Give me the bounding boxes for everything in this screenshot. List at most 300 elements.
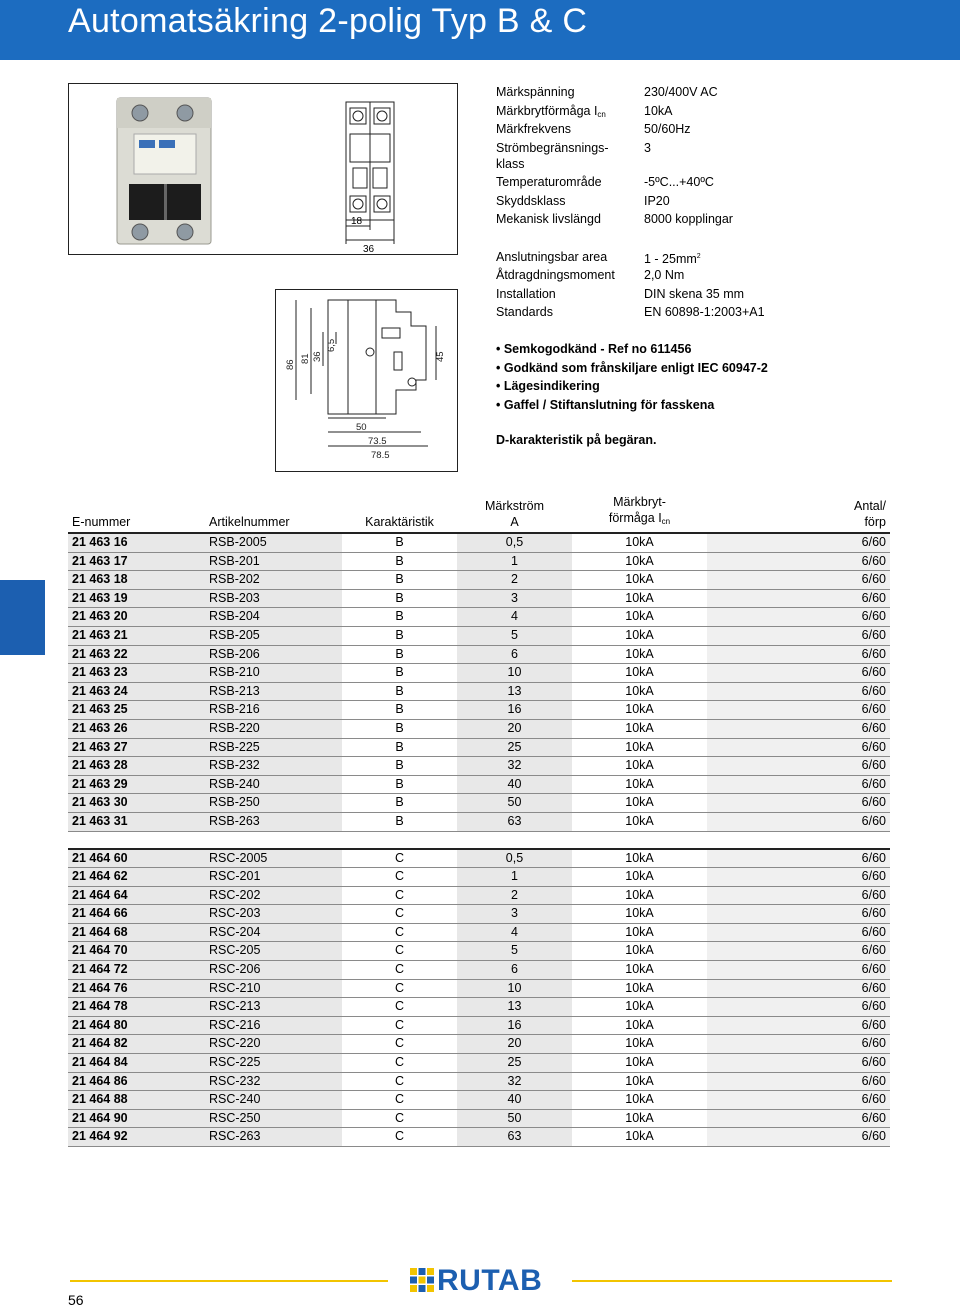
spec-label-area: Anslutningsbar area [496,249,608,264]
table-row [68,1091,890,1110]
cell-strom: 32 [457,757,572,776]
cell-karakt: B [342,552,457,571]
cell-enummer: 21 463 22 [68,645,205,664]
cell-enummer: 21 463 18 [68,571,205,590]
cell-karakt: B [342,701,457,720]
table-row [68,1054,890,1073]
dim-78-5: 78.5 [371,450,390,461]
cell-enummer: 21 463 31 [68,812,205,831]
cell-bryt: 10kA [572,905,707,924]
cell-strom: 5 [457,626,572,645]
cell-strom: 4 [457,608,572,627]
cell-enummer: 21 464 60 [68,849,205,868]
spec-value-standards: EN 60898-1:2003+A1 [644,305,765,320]
table-header-row [68,494,890,533]
cell-karakt: C [342,942,457,961]
cell-karakt: B [342,571,457,590]
cell-spacer [707,905,822,924]
cell-enummer: 21 464 76 [68,979,205,998]
cell-bryt: 10kA [572,979,707,998]
cell-enummer: 21 464 68 [68,923,205,942]
cell-artikel: RSB-250 [205,794,342,813]
spec-label-install: Installation [496,286,556,301]
cell-artikel: RSC-220 [205,1035,342,1054]
cell-karakt: C [342,1016,457,1035]
cell-strom: 5 [457,942,572,961]
table-row [68,645,890,664]
cell-enummer: 21 463 27 [68,738,205,757]
separator-cell [342,831,457,849]
cell-strom: 3 [457,589,572,608]
cell-spacer [707,719,822,738]
cell-antal: 6/60 [822,1072,890,1091]
table-row [68,682,890,701]
cell-artikel: RSB-213 [205,682,342,701]
cell-karakt: C [342,961,457,980]
cell-bryt: 10kA [572,961,707,980]
cell-karakt: C [342,1035,457,1054]
cell-antal: 6/60 [822,589,890,608]
spec-value-install: DIN skena 35 mm [644,286,745,301]
cell-enummer: 21 464 82 [68,1035,205,1054]
cell-artikel: RSB-232 [205,757,342,776]
cell-antal: 6/60 [822,979,890,998]
cell-bryt: 10kA [572,1035,707,1054]
dimension-drawing-box [275,289,458,472]
cell-antal: 6/60 [822,571,890,590]
cell-spacer [707,1128,822,1147]
table-row [68,905,890,924]
cell-spacer [707,682,822,701]
cell-bryt: 10kA [572,998,707,1017]
cell-spacer [707,998,822,1017]
table-row [68,868,890,887]
table-row [68,738,890,757]
cell-artikel: RSC-204 [205,923,342,942]
cell-enummer: 21 464 72 [68,961,205,980]
cell-karakt: B [342,682,457,701]
cell-strom: 63 [457,812,572,831]
feature-list [496,340,768,414]
cell-enummer: 21 464 86 [68,1072,205,1091]
cell-antal: 6/60 [822,794,890,813]
cell-antal: 6/60 [822,998,890,1017]
col-header-bryt: Märkbryt- förmåga $I_{cn}$ [572,494,707,533]
cell-spacer [707,794,822,813]
cell-antal: 6/60 [822,533,890,552]
table-row [68,1072,890,1091]
cell-artikel: RSC-250 [205,1109,342,1128]
specifications [496,83,796,323]
table-row [68,1109,890,1128]
cell-strom: 10 [457,979,572,998]
table-row [68,886,890,905]
cell-artikel: RSC-2005 [205,849,342,868]
cell-enummer: 21 463 21 [68,626,205,645]
cell-antal: 6/60 [822,1016,890,1035]
cell-antal: 6/60 [822,701,890,720]
page-title: Automatsäkring 2-polig Typ B & C [68,2,588,40]
cell-strom: 0,5 [457,849,572,868]
cell-strom: 16 [457,1016,572,1035]
cell-spacer [707,664,822,683]
table-row [68,1035,890,1054]
cell-enummer: 21 463 16 [68,533,205,552]
spec-value-skydd: IP20 [644,193,670,208]
cell-strom: 13 [457,682,572,701]
cell-spacer [707,868,822,887]
cell-strom: 40 [457,775,572,794]
dim-6-5: 6,5 [326,338,337,352]
cell-karakt: C [342,868,457,887]
cell-spacer [707,1035,822,1054]
cell-antal: 6/60 [822,682,890,701]
spec-label-strombegr-2: klass [496,157,525,171]
cell-bryt: 10kA [572,1016,707,1035]
table-row [68,571,890,590]
cell-antal: 6/60 [822,1091,890,1110]
cell-antal: 6/60 [822,1035,890,1054]
cell-strom: 20 [457,719,572,738]
cell-spacer [707,608,822,627]
cell-artikel: RSB-216 [205,701,342,720]
cell-karakt: B [342,794,457,813]
cell-enummer: 21 464 66 [68,905,205,924]
cell-artikel: RSB-210 [205,664,342,683]
cell-artikel: RSC-240 [205,1091,342,1110]
cell-bryt: 10kA [572,682,707,701]
spec-label-strombegr-1: Strömbegränsnings- [496,140,609,155]
cell-artikel: RSC-263 [205,1128,342,1147]
cell-karakt: C [342,1072,457,1091]
cell-bryt: 10kA [572,794,707,813]
dim-50: 50 [356,422,367,433]
cell-enummer: 21 464 78 [68,998,205,1017]
spec-value-livslangd: 8000 kopplingar [644,212,733,227]
cell-spacer [707,923,822,942]
cell-enummer: 21 464 64 [68,886,205,905]
cell-karakt: C [342,923,457,942]
table-row [68,923,890,942]
separator-cell [572,831,707,849]
cell-strom: 2 [457,886,572,905]
cell-enummer: 21 464 88 [68,1091,205,1110]
cell-bryt: 10kA [572,626,707,645]
cell-karakt: C [342,1054,457,1073]
cell-artikel: RSB-203 [205,589,342,608]
cell-strom: 2 [457,571,572,590]
table-row [68,775,890,794]
cell-karakt: C [342,998,457,1017]
d-characteristic-note: D-karakteristik på begäran. [496,433,657,447]
product-image-box [68,83,458,255]
feature-item: • Gaffel / Stiftanslutning för fasskena [496,397,715,412]
cell-antal: 6/60 [822,905,890,924]
cell-spacer [707,589,822,608]
cell-antal: 6/60 [822,626,890,645]
cell-artikel: RSB-220 [205,719,342,738]
separator-cell [707,831,822,849]
cell-artikel: RSC-232 [205,1072,342,1091]
spec-value-brytformaga: 10kA [644,103,673,118]
cell-enummer: 21 463 29 [68,775,205,794]
cell-karakt: B [342,719,457,738]
brand-name: RUTAB [437,1264,543,1297]
cell-karakt: C [342,849,457,868]
cell-artikel: RSB-202 [205,571,342,590]
cell-karakt: B [342,645,457,664]
cell-antal: 6/60 [822,719,890,738]
cell-bryt: 10kA [572,571,707,590]
cell-bryt: 10kA [572,608,707,627]
separator-cell [457,831,572,849]
cell-strom: 50 [457,1109,572,1128]
table-row [68,961,890,980]
feature-item: • Godkänd som frånskiljare enligt IEC 60947-2 [496,360,768,375]
cell-bryt: 10kA [572,738,707,757]
cell-strom: 20 [457,1035,572,1054]
dim-36: 36 [363,244,375,254]
front-dimension-drawing [331,94,441,254]
cell-spacer [707,626,822,645]
cell-enummer: 21 464 62 [68,868,205,887]
cell-bryt: 10kA [572,589,707,608]
breaker-photo [109,96,219,246]
cell-antal: 6/60 [822,664,890,683]
cell-antal: 6/60 [822,1128,890,1147]
cell-strom: 25 [457,1054,572,1073]
dim-81: 81 [300,353,311,364]
col-header-strom: Märkström A [457,494,572,533]
cell-artikel: RSB-201 [205,552,342,571]
cell-karakt: C [342,1091,457,1110]
cell-bryt: 10kA [572,923,707,942]
cell-antal: 6/60 [822,775,890,794]
cell-spacer [707,849,822,868]
cell-bryt: 10kA [572,701,707,720]
spec-value-area: $1 - 25mm^2$ [644,251,701,266]
cell-spacer [707,738,822,757]
cell-artikel: RSC-213 [205,998,342,1017]
cell-spacer [707,552,822,571]
cell-enummer: 21 464 70 [68,942,205,961]
table-row [68,719,890,738]
product-table-body [68,533,890,1147]
cell-spacer [707,757,822,776]
cell-spacer [707,701,822,720]
col-header-antal: Antal/ förp [822,494,890,533]
cell-karakt: C [342,1128,457,1147]
cell-karakt: C [342,979,457,998]
cell-spacer [707,942,822,961]
spec-label-frekvens: Märkfrekvens [496,122,572,137]
cell-antal: 6/60 [822,942,890,961]
cell-antal: 6/60 [822,923,890,942]
col-header-spacer [707,494,822,533]
cell-enummer: 21 463 17 [68,552,205,571]
cell-artikel: RSC-216 [205,1016,342,1035]
rutab-logo-icon [410,1268,434,1292]
dim-36b: 36 [312,351,323,362]
cell-karakt: B [342,608,457,627]
cell-strom: 16 [457,701,572,720]
cell-spacer [707,979,822,998]
cell-spacer [707,961,822,980]
cell-bryt: 10kA [572,552,707,571]
page-number: 56 [68,1292,84,1308]
cell-antal: 6/60 [822,738,890,757]
cell-spacer [707,886,822,905]
cell-karakt: B [342,533,457,552]
cell-antal: 6/60 [822,1054,890,1073]
cell-artikel: RSB-263 [205,812,342,831]
cell-artikel: RSC-203 [205,905,342,924]
separator-cell [68,831,205,849]
cell-antal: 6/60 [822,757,890,776]
spec-label-temp: Temperaturområde [496,175,602,189]
cell-bryt: 10kA [572,868,707,887]
cell-bryt: 10kA [572,719,707,738]
cell-enummer: 21 463 19 [68,589,205,608]
cell-enummer: 21 463 28 [68,757,205,776]
cell-karakt: B [342,775,457,794]
cell-spacer [707,533,822,552]
cell-bryt: 10kA [572,645,707,664]
table-row [68,812,890,831]
table-row [68,626,890,645]
spec-label-livslangd: Mekanisk livslängd [496,212,601,227]
cell-enummer: 21 464 84 [68,1054,205,1073]
table-row [68,757,890,776]
cell-artikel: RSC-206 [205,961,342,980]
cell-antal: 6/60 [822,868,890,887]
cell-strom: 50 [457,794,572,813]
cell-karakt: C [342,1109,457,1128]
cell-spacer [707,1091,822,1110]
cell-bryt: 10kA [572,533,707,552]
footer-line-right [572,1280,892,1282]
section-tab [0,580,45,655]
cell-artikel: RSB-206 [205,645,342,664]
footer-line-left [70,1280,388,1282]
cell-antal: 6/60 [822,645,890,664]
table-row [68,664,890,683]
cell-bryt: 10kA [572,849,707,868]
cell-strom: 0,5 [457,533,572,552]
table-row [68,849,890,868]
cell-bryt: 10kA [572,1128,707,1147]
cell-strom: 1 [457,552,572,571]
cell-karakt: B [342,812,457,831]
cell-karakt: C [342,905,457,924]
cell-bryt: 10kA [572,1054,707,1073]
product-table [68,494,890,1147]
page-header [0,0,960,60]
cell-strom: 13 [457,998,572,1017]
cell-enummer: 21 464 90 [68,1109,205,1128]
dim-18: 18 [351,216,363,227]
cell-karakt: B [342,589,457,608]
cell-spacer [707,1054,822,1073]
cell-spacer [707,1072,822,1091]
cell-karakt: B [342,626,457,645]
cell-antal: 6/60 [822,1109,890,1128]
cell-enummer: 21 463 26 [68,719,205,738]
spec-label-standards: Standards [496,305,553,320]
cell-artikel: RSB-2005 [205,533,342,552]
cell-bryt: 10kA [572,1072,707,1091]
spec-value-moment: 2,0 Nm [644,268,685,283]
cell-artikel: RSC-202 [205,886,342,905]
cell-spacer [707,571,822,590]
dim-45: 45 [435,351,446,362]
cell-karakt: C [342,886,457,905]
cell-bryt: 10kA [572,757,707,776]
cell-bryt: 10kA [572,1109,707,1128]
table-row [68,794,890,813]
dim-73-5: 73.5 [368,436,387,447]
cell-enummer: 21 463 24 [68,682,205,701]
table-row [68,1016,890,1035]
cell-strom: 4 [457,923,572,942]
cell-spacer [707,812,822,831]
cell-strom: 40 [457,1091,572,1110]
cell-antal: 6/60 [822,812,890,831]
spec-label-markspanning: Märkspänning [496,85,575,99]
table-row [68,979,890,998]
table-row [68,701,890,720]
cell-enummer: 21 463 25 [68,701,205,720]
table-row [68,942,890,961]
cell-enummer: 21 464 92 [68,1128,205,1147]
cell-strom: 32 [457,1072,572,1091]
table-row [68,608,890,627]
cell-antal: 6/60 [822,849,890,868]
cell-bryt: 10kA [572,1091,707,1110]
cell-artikel: RSC-205 [205,942,342,961]
cell-enummer: 21 463 20 [68,608,205,627]
table-row [68,552,890,571]
cell-spacer [707,1016,822,1035]
cell-artikel: RSC-201 [205,868,342,887]
cell-strom: 63 [457,1128,572,1147]
cell-bryt: 10kA [572,942,707,961]
cell-bryt: 10kA [572,775,707,794]
cell-artikel: RSB-225 [205,738,342,757]
cell-spacer [707,1109,822,1128]
feature-item: • Semkogodkänd - Ref no 611456 [496,342,692,356]
spec-label-moment: Åtdragdningsmoment [496,268,615,283]
spec-value-frekvens: 50/60Hz [644,122,691,137]
spec-value-markspanning: 230/400V AC [644,85,718,99]
cell-karakt: B [342,664,457,683]
cell-strom: 1 [457,868,572,887]
cell-antal: 6/60 [822,886,890,905]
table-row [68,998,890,1017]
cell-antal: 6/60 [822,961,890,980]
separator-cell [822,831,890,849]
spec-label-brytformaga: Märkbrytförmåga $I_{cn}$ [496,103,606,119]
cell-bryt: 10kA [572,664,707,683]
cell-enummer: 21 464 80 [68,1016,205,1035]
table-row [68,533,890,552]
cell-bryt: 10kA [572,886,707,905]
cell-strom: 6 [457,961,572,980]
col-header-enummer: E-nummer [68,494,205,533]
cell-antal: 6/60 [822,608,890,627]
table-row [68,1128,890,1147]
cell-spacer [707,775,822,794]
